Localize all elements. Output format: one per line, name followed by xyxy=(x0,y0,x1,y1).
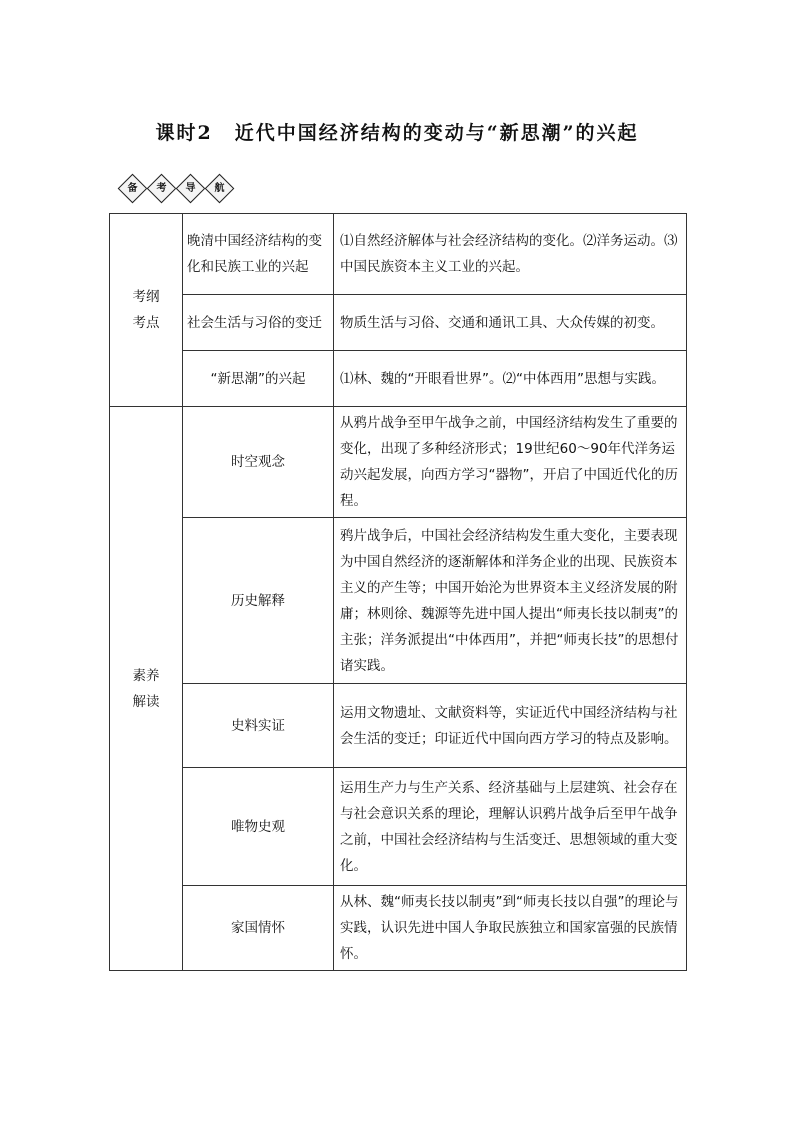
category-label: 考点 xyxy=(132,315,160,331)
table-row xyxy=(110,518,687,684)
table-row xyxy=(110,684,687,768)
nav-char: 航 xyxy=(214,182,225,193)
row-label: 社会生活与习俗的变迁 xyxy=(183,295,334,351)
page-title xyxy=(0,118,794,145)
nav-diamond xyxy=(205,173,235,203)
row-label: “新思潮”的兴起 xyxy=(183,351,334,407)
row-label: 史料实证 xyxy=(183,684,334,768)
table-row xyxy=(110,407,687,518)
table-row xyxy=(110,214,687,295)
table-row xyxy=(110,351,687,407)
row-label: 晚清中国经济结构的变化和民族工业的兴起 xyxy=(183,214,334,295)
category-label: 解读 xyxy=(132,693,160,710)
lesson-topic: 近代中国经济结构的变动与“新思潮”的兴起 xyxy=(234,122,639,144)
row-label: 时空观念 xyxy=(183,407,334,518)
row-label: 历史解释 xyxy=(183,518,334,684)
row-content: 从林、魏“师夷长技以制夷”到“师夷长技以自强”的理论与实践，认识先进中国人争取民族独立和国家富强的民族情怀。 xyxy=(334,886,687,971)
nav-diamond xyxy=(147,173,177,203)
category-cell xyxy=(110,214,183,407)
table-row xyxy=(110,295,687,351)
nav-char: 考 xyxy=(156,182,167,193)
row-content: 物质生活与习俗、交通和通讯工具、大众传媒的初变。 xyxy=(334,295,687,351)
row-content: 鸦片战争后，中国社会经济结构发生重大变化，主要表现为中国自然经济的逐渐解体和洋务企业的出现、民族资本主义的产生等；中国开始沦为世界资本主义经济发展的附庸；林则徐、魏源等先进中国人提出“师夷长技以制夷”的主张；洋务派提出“中体西用”，并把“师夷长技”的思想付诸实践。 xyxy=(334,518,687,684)
row-label: 唯物史观 xyxy=(183,768,334,886)
lesson-number: 课时2 xyxy=(155,122,213,144)
table-row xyxy=(110,886,687,971)
row-content: 运用生产力与生产关系、经济基础与上层建筑、社会存在与社会意识关系的理论，理解认识鸦片战争后至甲午战争之前，中国社会经济结构与生活变迁、思想领域的重大变化。 xyxy=(334,768,687,886)
nav-diamond xyxy=(176,173,206,203)
row-content: 运用文物遗址、文献资料等，实证近代中国经济结构与社会生活的变迁；印证近代中国向西方学习的特点及影响。 xyxy=(334,684,687,768)
row-content: ⑴自然经济解体与社会经济结构的变化。⑵洋务运动。⑶中国民族资本主义工业的兴起。 xyxy=(334,214,687,295)
section-nav-badge xyxy=(120,175,236,201)
nav-diamond xyxy=(118,173,148,203)
row-label: 家国情怀 xyxy=(183,886,334,971)
nav-char: 导 xyxy=(185,182,196,193)
category-label: 素养 xyxy=(132,667,160,684)
table-row xyxy=(110,768,687,886)
row-content: 从鸦片战争至甲午战争之前，中国经济结构发生了重要的变化，出现了多种经济形式；19世纪60～90年代洋务运动兴起发展，向西方学习“器物”，开启了中国近代化的历程。 xyxy=(334,407,687,518)
category-cell xyxy=(110,407,183,971)
study-guide-table xyxy=(109,213,687,971)
category-label: 考纲 xyxy=(132,289,160,305)
nav-char: 备 xyxy=(127,182,138,193)
row-content: ⑴林、魏的“开眼看世界”。⑵“中体西用”思想与实践。 xyxy=(334,351,687,407)
